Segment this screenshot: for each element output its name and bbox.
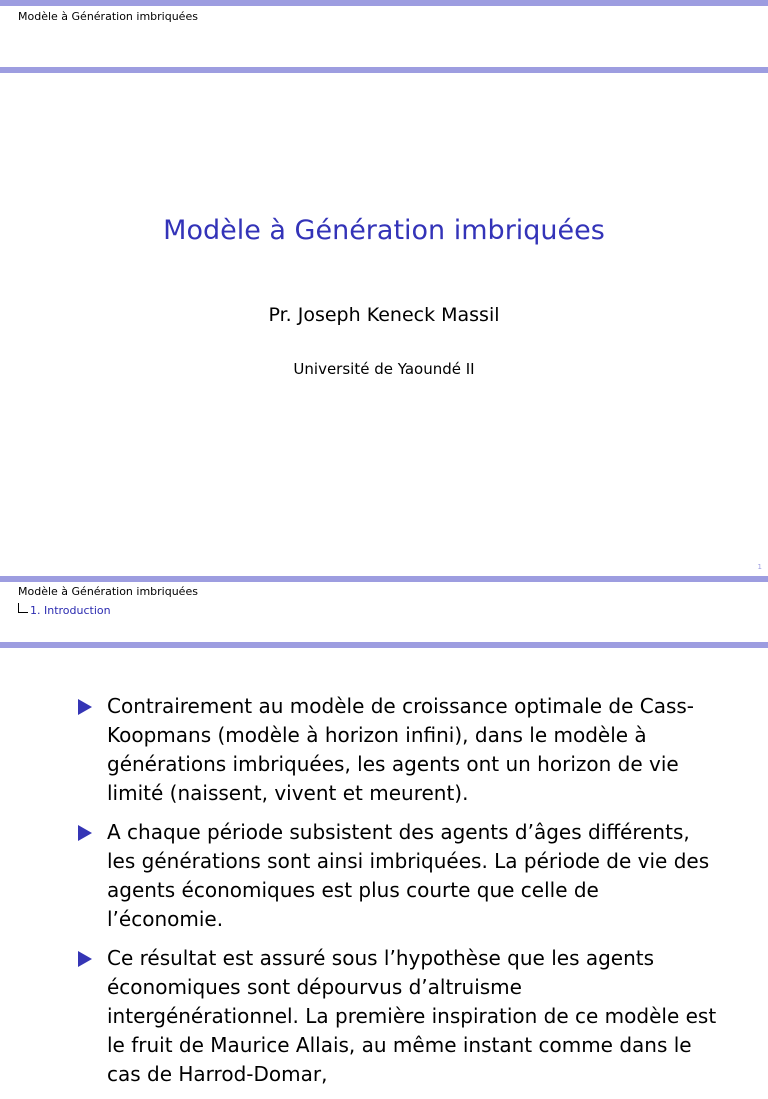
presentation-title: Modèle à Génération imbriquées <box>163 215 605 246</box>
item-text: A chaque période subsistent des agents d’âges différents, les générations sont ainsi imbriquées. La période de vie des agents économiques est plus courte que celle de l’économie. <box>107 820 710 931</box>
header-title: Modèle à Génération imbriquées <box>18 585 198 598</box>
top-bar <box>0 0 768 6</box>
section-breadcrumb <box>18 604 111 617</box>
section-label: 1. Introduction <box>30 604 111 617</box>
bullet-triangle-icon <box>78 951 92 967</box>
institution: Université de Yaoundé II <box>293 360 475 378</box>
item-text: Contrairement au modèle de croissance optimale de Cass-Koopmans (modèle à horizon infini), dans le modèle à générations imbriquées, les agents ont un horizon de vie limité (naissent, vivent et meurent). <box>107 694 695 805</box>
content-slide <box>0 576 768 1086</box>
item-text: Ce résultat est assuré sous l’hypothèse que les agents économiques sont dépourvus d’altruisme intergénérationnel. La première inspiration de ce modèle est le fruit de Maurice Allais, au même instant comme dans le cas de Harrod-Domar, <box>107 946 717 1086</box>
bullet-list <box>78 692 718 1099</box>
list-item <box>78 818 718 934</box>
list-item <box>78 944 718 1089</box>
bullet-triangle-icon <box>78 699 92 715</box>
tree-corner-icon <box>18 603 28 613</box>
header-title: Modèle à Génération imbriquées <box>18 10 198 23</box>
author: Pr. Joseph Keneck Massil <box>268 304 500 326</box>
top-bar <box>0 576 768 582</box>
list-item <box>78 692 718 808</box>
bullet-triangle-icon <box>78 825 92 841</box>
page-number: 1 <box>757 563 762 571</box>
header-bar <box>0 67 768 73</box>
header-bar <box>0 642 768 648</box>
